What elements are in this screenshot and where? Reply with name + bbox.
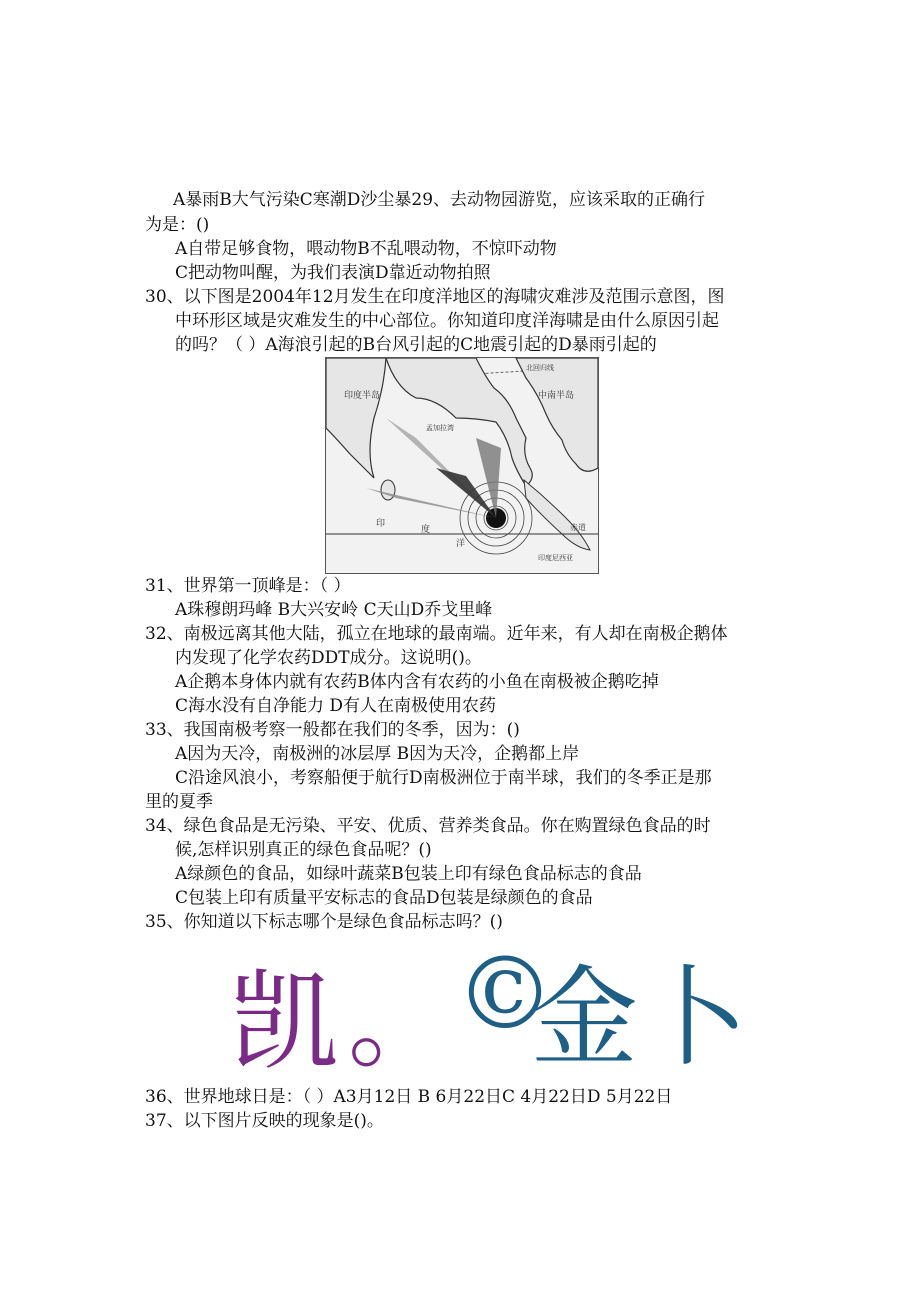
text-line: 为是：() <box>145 215 210 235</box>
text-line: C包装上印有质量平安标志的食品D包装是绿颜色的食品 <box>175 888 593 908</box>
text-line: 内发现了化学农药DDT成分。这说明()。 <box>175 648 482 668</box>
text-line: A因为天冷，南极洲的冰层厚 B因为天冷，企鹅都上岸 <box>175 744 580 764</box>
map-label: 中南半岛 <box>538 391 575 401</box>
map-label: 北回归线 <box>526 364 554 372</box>
text-line: 的吗？（ ）A海浪引起的B台风引起的C地震引起的D暴雨引起的 <box>175 335 657 355</box>
question-30: 30、以下图是2004年12月发生在印度洋地区的海啸灾难涉及范围示意图，图 <box>145 287 725 307</box>
question-33: 33、我国南极考察一般都在我们的冬季，因为：() <box>145 720 520 740</box>
tsunami-map <box>325 357 599 574</box>
text-line: A自带足够食物，喂动物B不乱喂动物，不惊吓动物 <box>175 239 557 259</box>
map-label: 洋 <box>456 539 466 549</box>
map-label: 孟加拉湾 <box>426 424 454 432</box>
text-line: C沿途风浪小，考察船便于航行D南极洲位于南半球，我们的冬季正是那 <box>175 768 712 788</box>
logo-bu: 卜 <box>640 956 749 1081</box>
logo-copyright: © <box>455 935 555 1052</box>
text-line: A珠穆朗玛峰 B大兴安岭 C天山D乔戈里峰 <box>175 600 493 620</box>
question-35: 35、你知道以下标志哪个是绿色食品标志吗？() <box>145 912 503 932</box>
map-label: 度 <box>421 525 431 535</box>
text-line: C把动物叫醒，为我们表演D靠近动物拍照 <box>175 263 491 283</box>
map-label: 印 <box>376 519 386 529</box>
map-label: 印度半岛 <box>344 391 381 401</box>
text-line: C海水没有自净能力 D有人在南极使用农药 <box>175 696 497 716</box>
text-line: A企鹅本身体内就有农药B体内含有农药的小鱼在南极被企鹅吃掉 <box>175 672 659 692</box>
logo-jin: 金 <box>530 956 639 1081</box>
question-32: 32、南极远离其他大陆，孤立在地球的最南端。近年来，有人却在南极企鹅体 <box>145 624 728 644</box>
logo-circle: 。 <box>348 965 448 1082</box>
text-line: A绿颜色的食品，如绿叶蔬菜B包装上印有绿色食品标志的食品 <box>175 864 642 884</box>
text-line: 中环形区域是灾难发生的中心部位。你知道印度洋海啸是由什么原因引起 <box>175 311 719 331</box>
question-36: 36、世界地球日是：（ ）A3月12日 B 6月22日C 4月22日D 5月22日 <box>145 1087 673 1107</box>
question-31: 31、世界第一顶峰是：（ ） <box>145 576 351 596</box>
map-label: 赤道 <box>570 523 586 532</box>
logo-options <box>230 935 750 1085</box>
question-37: 37、以下图片反映的现象是()。 <box>145 1111 384 1131</box>
text-line: 里的夏季 <box>145 792 213 812</box>
text-line: A暴雨B大气污染C寒潮D沙尘暴29、去动物园游览，应该采取的正确行 <box>173 190 706 210</box>
logo-kai: 凯 <box>230 960 339 1085</box>
map-label: 印度尼西亚 <box>538 554 573 562</box>
question-34: 34、绿色食品是无污染、平安、优质、营养类食品。你在购置绿色食品的时 <box>145 816 711 836</box>
text-line: 候,怎样识别真正的绿色食品呢？() <box>175 840 432 860</box>
